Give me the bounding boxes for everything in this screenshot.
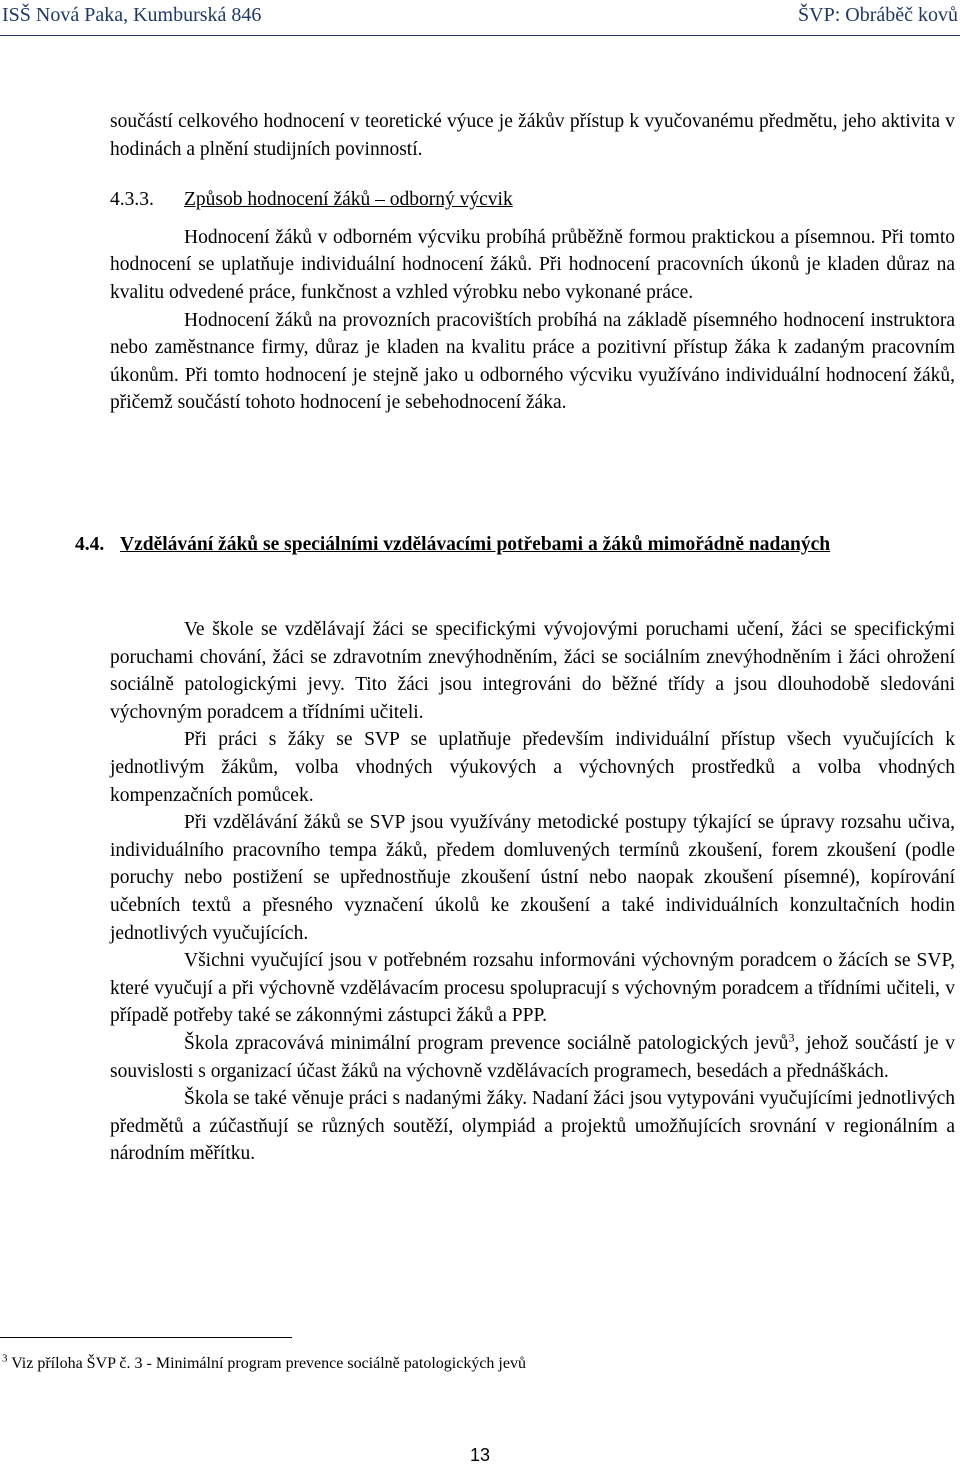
paragraph-workplace: Hodnocení žáků na provozních pracovištích probíhá na základě písemného hodnocení instruktora nebo zaměstnance firmy, důraz je kladen na kvalitu práce a pozitivní přístup žáka k zadaným pracovním úkonům. Při tomto hodnocení je stejně jako u odborného výcviku využíváno individuální hodnocení žáků, přičemž součástí tohoto hodnocení je sebehodnocení žáka.: [110, 309, 955, 414]
subsection-title: Způsob hodnocení žáků – odborný výcvik: [184, 189, 513, 211]
page-number: 13: [469, 1445, 491, 1465]
paragraph-continuation: součástí celkového hodnocení v teoretické výuce je žákův přístup k vyučovanému předmětu, jeho aktivita v hodinách a plnění studijních povinností.: [110, 111, 955, 160]
footnote-text: Viz příloha ŠVP č. 3 - Minimální program prevence sociálně patologických jevů: [7, 1355, 526, 1372]
section-heading: [75, 531, 955, 559]
paragraph-prevention: Škola zpracovává minimální program prevence sociálně patologických jevů$^3$, jehož součástí je v souvislosti s organizací účast žáků na výchovně vzdělávacích programech, besedách a přednáškách.: [110, 1030, 956, 1082]
paragraph-gifted: Škola se také věnuje práci s nadanými žáky. Nadaní žáci jsou vytypováni vyučujícími jednotlivých předmětů a zúčastňují se různých soutěží, olympiád a projektů umožňujících srovnání v regionálním a národním měřítku.: [110, 1088, 955, 1165]
section-title: Vzdělávání žáků se speciálními vzdělávacími potřebami a žáků mimořádně nadaných: [120, 534, 831, 555]
header-document: ŠVP: Obráběč kovů: [798, 4, 958, 26]
paragraph-evaluation: Hodnocení žáků v odborném výcviku probíhá průběžně formou praktickou a písemnou. Při tomto hodnocení se uplatňuje individuální hodnocení žáků. Při hodnocení pracovních úkonů je kladen důraz na kvalitu odvedené práce, funkčnost a vzhled výrobku nebo vykonané práce.: [110, 226, 955, 303]
footnote-reference: 3: [788, 1030, 795, 1045]
paragraph-individual-approach: Při práci s žáky se SVP se uplatňuje především individuální přístup všech vyučujících k jednotlivým žákům, volba vhodných výukových a výchovných prostředků a volba vhodných kompenzačních pomůcek.: [110, 729, 955, 806]
paragraph-methods: Při vzdělávání žáků se SVP jsou využívány metodické postupy týkající se úpravy rozsahu učiva, individuálního pracovního tempa žáků, předem domluvených termínů zkoušení, forem zkoušení (podle poruchy nebo postižení se upřednostňuje zkoušení ústní nebo naopak zkoušení písemné), kopírování učebních textů a přesného vyznačení úkolů ke zkoušení a také individuálních konzultačních hodin jednotlivých vyučujících.: [110, 812, 955, 944]
body-text: [110, 108, 955, 417]
header-school: ISŠ Nová Paka, Kumburská 846: [2, 4, 262, 26]
header-rule: [0, 35, 960, 36]
paragraph-special-needs: Ve škole se vzdělávají žáci se specifickými vývojovými poruchami učení, žáci se specifickými poruchami chování, žáci se zdravotním znevýhodněním, žáci se sociálním znevýhodněním i žáci ohrožení sociálně patologickými jevy. Tito žáci jsou integrováni do běžné třídy a jsou dlouhodobě sledováni výchovným poradcem a třídními učiteli.: [110, 619, 955, 723]
footnote: [2, 1352, 526, 1373]
subsection-number: 4.3.3.: [110, 189, 154, 211]
footnote-separator: [0, 1337, 292, 1338]
paragraph-teachers: Všichni vyučující jsou v potřebném rozsahu informováni výchovným poradcem o žácích se SVP, které vyučují a při výchovně vzdělávacím procesu spolupracují s výchovným poradcem a třídními učiteli, v případě potřeby také se zákonnými zástupci žáků a PPP.: [110, 950, 955, 1027]
section-body: [110, 616, 955, 1168]
section-number: 4.4.: [75, 534, 105, 555]
subsection-heading: [110, 186, 955, 214]
page-header: [0, 0, 960, 36]
footnote-marker: 3: [2, 1352, 8, 1365]
